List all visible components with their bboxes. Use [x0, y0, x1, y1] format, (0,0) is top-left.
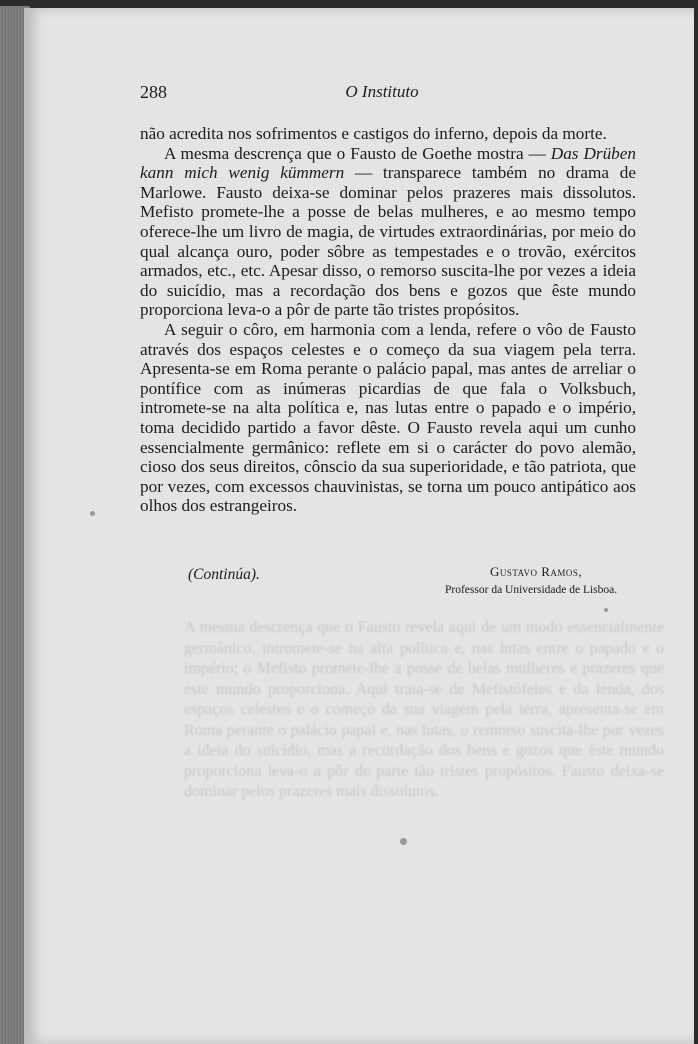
author-name: Gustavo Ramos, [490, 564, 583, 579]
paragraph: não acredita nos sofrimentos e castigos do inferno, depois da morte. [140, 124, 607, 143]
paragraph: A seguir o côro, em harmonia com a lenda, refere o vôo de Fausto através dos espaços celestes e o começo da sua viagem pela terra. Apresenta-se em Roma perante o palácio papal, mas antes de arreliar o pontífice com as inúmeras picardias de que fala o Volksbuch, intromete-se na alta política e, nas lutas entre o papado e o império, toma decidido partido a favor dêste. O Fausto revela aqui um cunho essencialmente germânico: reflete em si o carácter do povo alemão, cioso dos seus direitos, cônscio da sua superioridade, e tão patriota, que por vezes, com excessos chauvinistas, se torna um pouco antipático aos olhos dos estrangeiros. [140, 319, 636, 516]
bleed-through-text: A mesma descrença que o Fausto revela aqui de um modo essencialmente germânico, intromete-se na alta política e, nas lutas entre o papado e o império; o Mefisto promete-lhe a posse de belas mulheres e prazeres que este mundo proporciona. Aqui trata-se de Mefistófeles e da lenda, dos espaços celestes e o começo da sua viagem pela terra, apresenta-se em Roma perante o palácio papal e, nas lutas, o remorso suscita-lhe por vezes a ideia do suicídio, mas a recordação dos bens e gozos que êste mundo proporciona leva-o a pôr de parte tão tristes propósitos. Fausto deixa-se dominar pelos prazeres mais dissolutos. [184, 619, 664, 800]
paper-speck [604, 608, 608, 612]
page-number: 288 [140, 82, 167, 102]
paragraph-text: — transparece também no drama de Marlowe. Fausto deixa-se dominar pelos prazeres mais dissolutos. Mefisto promete-lhe a posse de belas mulheres, e ao mesmo tempo oferece-lhe um livro de magia, de virtudes extraordinárias, por meio do qual alcança ouro, poder sôbre as tempestades e o trovão, exércitos armados, etc., etc. Apesar disso, o remorso suscita-lhe por vezes a ideia do suicídio, mas a recordação dos bens e gozos que êste mundo proporciona leva-o a pôr de parte tão tristes propósitos. [140, 163, 636, 320]
paper-speck [400, 838, 407, 845]
page-header [140, 80, 624, 106]
body-text [140, 124, 636, 516]
continua-note: (Continúa). [188, 566, 260, 583]
paragraph-text: A mesma descrença que o Fausto de Goethe mostra — [164, 143, 551, 163]
paragraph [140, 144, 636, 320]
german-quote: Das Drüben kann mich wenig kümmern [140, 143, 636, 183]
signature-block [140, 562, 640, 602]
running-title: O Instituto [345, 82, 419, 101]
author-affiliation: Professor da Universidade de Lisboa. [445, 584, 618, 596]
paper-speck [90, 511, 95, 516]
